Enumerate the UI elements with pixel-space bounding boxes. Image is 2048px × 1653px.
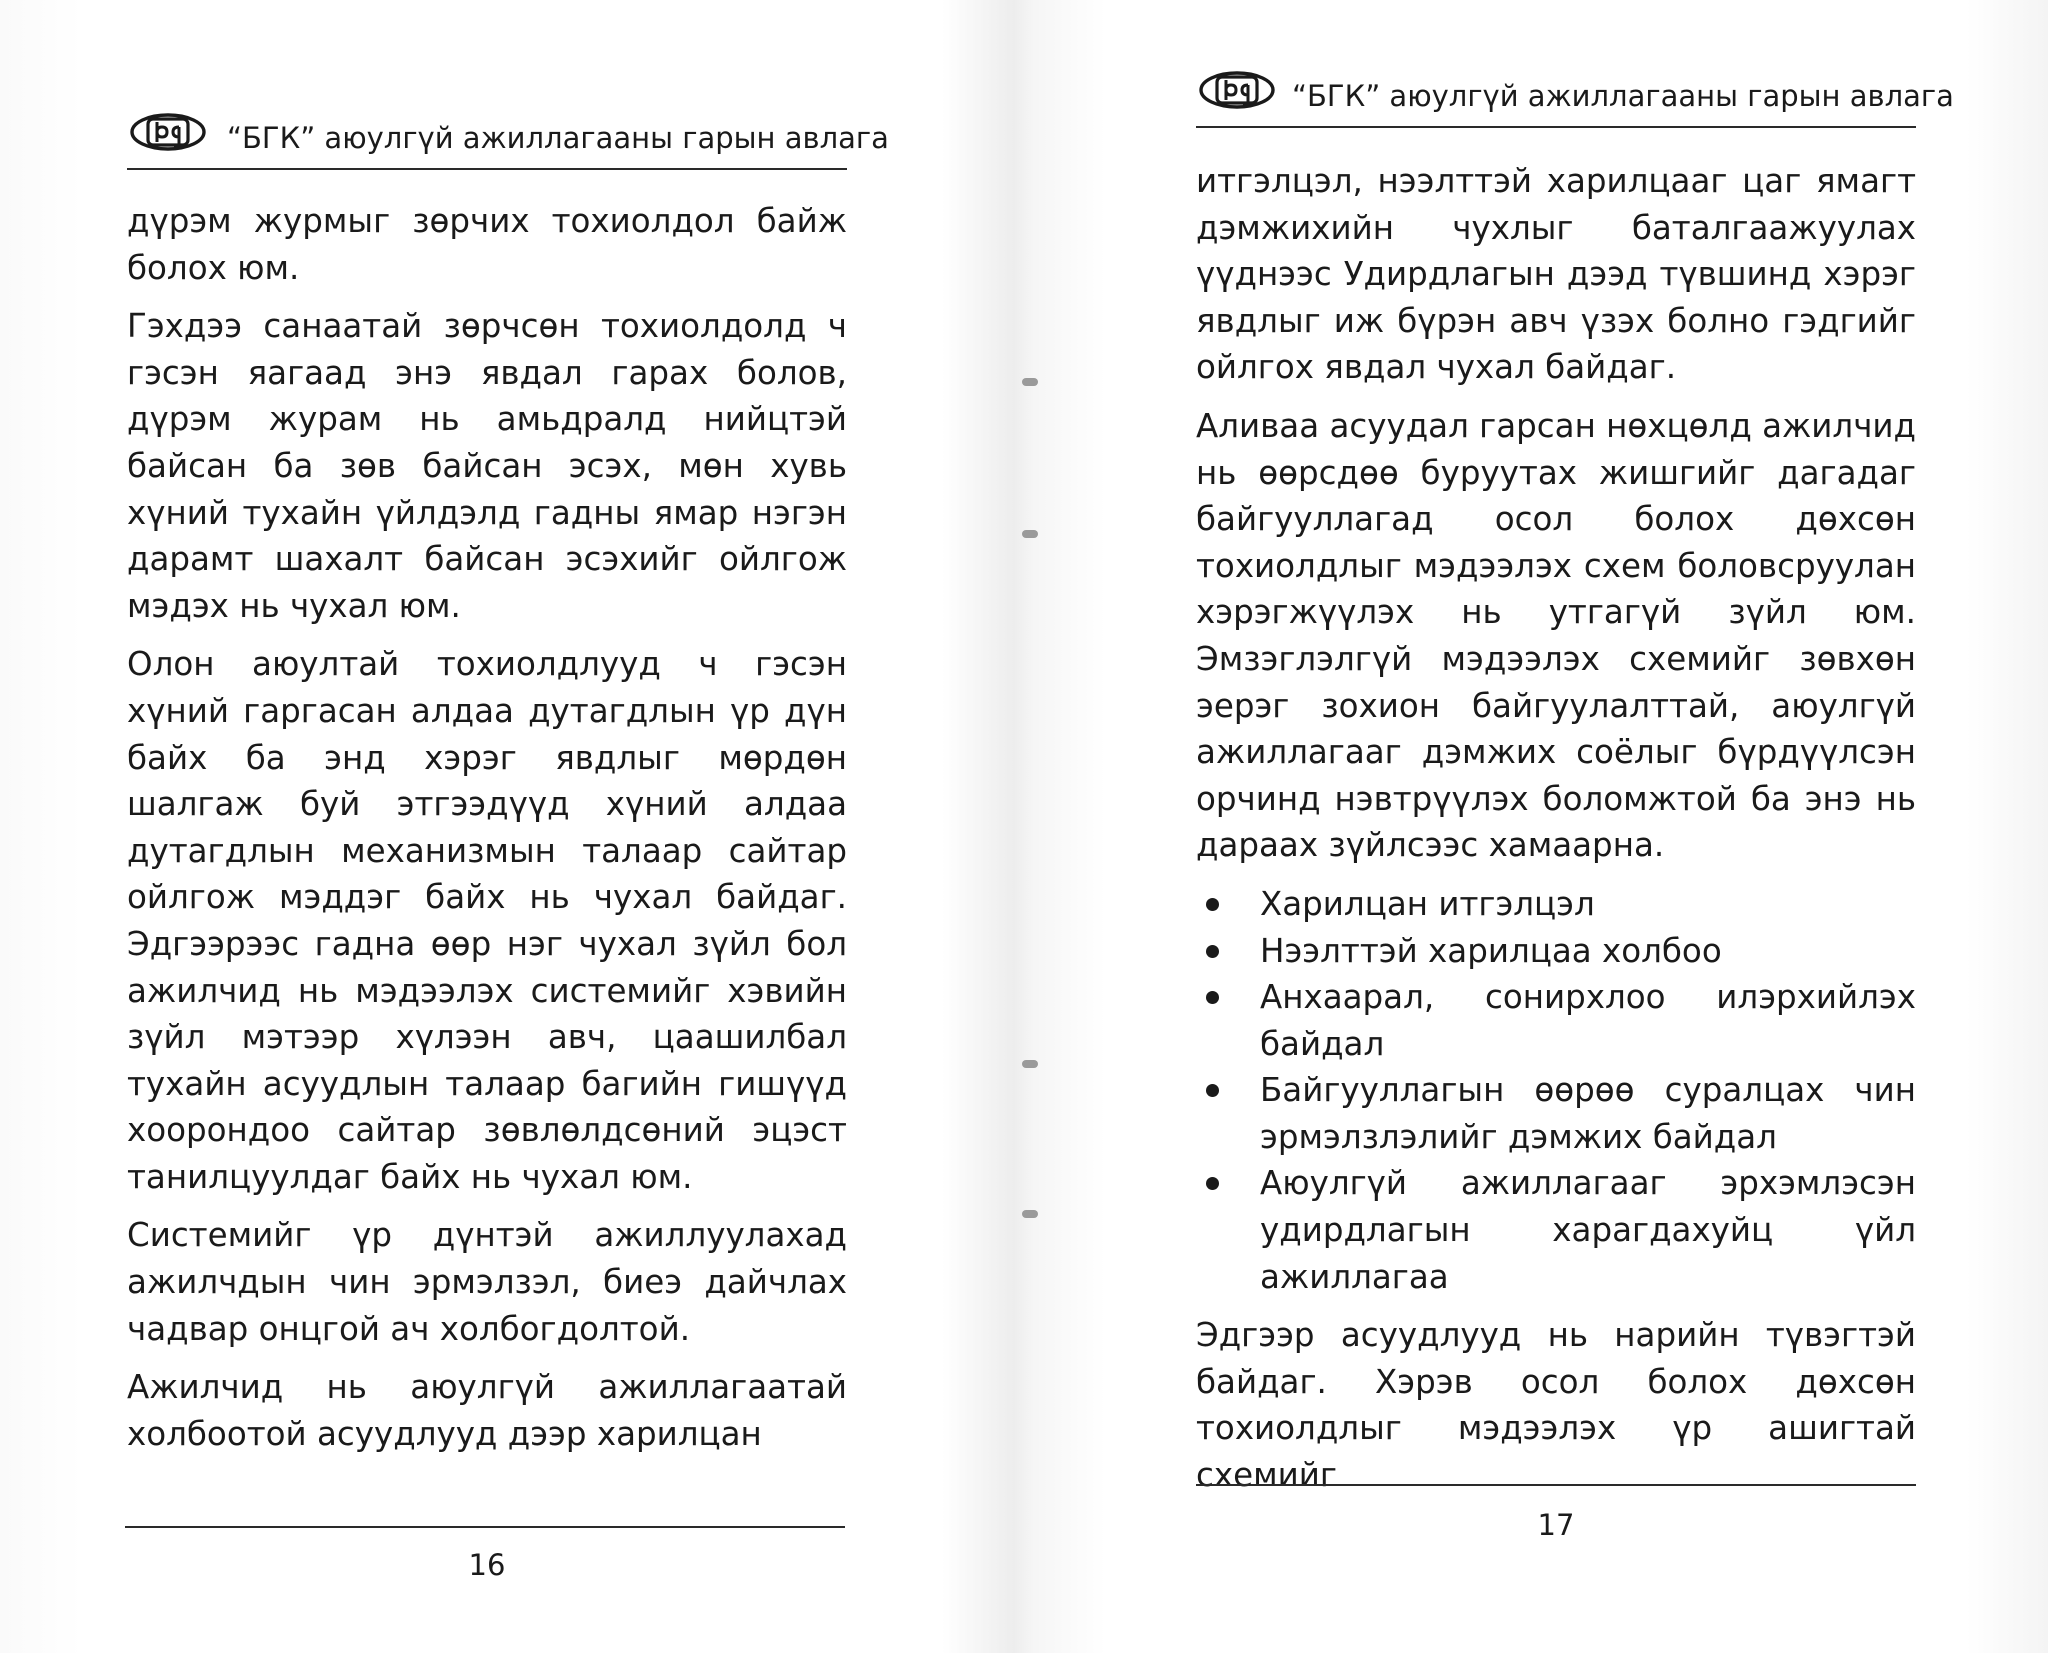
list-item (1196, 881, 1916, 928)
bullet-icon (1206, 991, 1219, 1004)
left-page (127, 0, 889, 1653)
list-item (1196, 1160, 1916, 1300)
binding-mark (1022, 1210, 1038, 1218)
paragraph: Аливаа асуудал гарсан нөхцөлд ажилчид нь өөрсдөө буруутах жишгийг дагадаг байгууллагад осол болох дөхсөн тохиолдлыг мэдээлэх схем боловсруулан хэрэгжүүлэх нь утгагүй зүйл юм. Эмзэглэлгүй мэдээлэх схемийг зөвхөн эерэг зохион байгуулалттай, аюулгүй ажиллагааг дэмжих соёлыг бүрдүүлсэн орчинд нэвтрүүлэх боломжтой ба энэ нь дараах зүйлсээс хамаарна. (1196, 406, 1916, 865)
page-header (1196, 56, 1954, 128)
list-item-text: Анхаарал, сонирхлоо илэрхийлэх байдал (1260, 978, 1916, 1063)
paragraph: дүрэм журмыг зөрчих тохиолдол байж болох юм. (127, 202, 847, 287)
header-title: “БГК” аюулгүй ажиллагааны гарын авлага (1292, 79, 1954, 113)
bullet-icon (1206, 898, 1219, 911)
binding-mark (1022, 378, 1038, 386)
bullet-icon (1206, 1177, 1219, 1190)
paragraph: Эдгээр асуудлууд нь нарийн түвэгтэй байдаг. Хэрэв осол болох дөхсөн тохиолдлыг мэдээлэх үр ашигтай схемийг (1196, 1316, 1916, 1495)
list-item (1196, 928, 1916, 975)
paragraph: Олон аюултай тохиолдлууд ч гэсэн хүний гаргасан алдаа дутагдлын үр дүн байх ба энд хэрэг явдлыг мөрдөн шалгаж буй этгээдүүд хүний алдаа дутагдлын механизмын талаар сайтар ойлгож мэддэг байх нь чухал байдаг. Эдгээрээс гадна өөр нэг чухал зүйл бол ажилчид нь мэдээлэх системийг хэвийн зүйл мэтээр хүлээн авч, цаашилбал тухайн асуудлын талаар багийн гишүүд хоорондоо сайтар зөвлөлдсөний эцэст танилцуулдаг байх нь чухал юм. (127, 645, 847, 1196)
page-header (127, 98, 889, 170)
list-item-text: Харилцан итгэлцэл (1260, 884, 1595, 923)
paragraph: Гэхдээ санаатай зөрчсөн тохиолдолд ч гэсэн яагаад энэ явдал гарах болов, дүрэм журам нь амьдралд нийцтэй байсан ба зөв байсан эсэх, мөн хувь хүний тухайн үйлдэлд гадны ямар нэгэн дарамт шахалт байсан эсэхийг ойлгож мэдэх нь чухал юм. (127, 307, 847, 625)
page-number: 17 (1537, 1508, 1575, 1542)
bgk-logo-icon (129, 110, 207, 154)
bullet-icon (1206, 1084, 1219, 1097)
paragraph: итгэлцэл, нээлттэй харилцааг цаг ямагт дэмжихийн чухлыг баталгаажуулах үүднээс Удирдлагын дээд түвшинд хэрэг явдлыг иж бүрэн авч үзэх болно гэдгийг ойлгох явдал чухал байдаг. (1196, 162, 1916, 387)
list-item (1196, 1067, 1916, 1160)
bgk-logo-icon (1198, 68, 1276, 112)
list-item-text: Аюулгүй ажиллагааг эрхэмлэсэн удирдлагын харагдахуйц үйл ажиллагаа (1260, 1164, 1916, 1296)
list-item (1196, 974, 1916, 1067)
bullet-list (1196, 881, 1916, 1300)
paragraph: Системийг үр дүнтэй ажиллуулахад ажилчдын чин эрмэлзэл, биеэ дайчлах чадвар онцгой ач холбогдолтой. (127, 1216, 847, 1348)
bullet-icon (1206, 945, 1219, 958)
paragraph: Ажилчид нь аюулгүй ажиллагаатай холбоотой асуудлууд дээр харилцан (127, 1368, 847, 1453)
header-title: “БГК” аюулгүй ажиллагааны гарын авлага (227, 121, 889, 155)
binding-mark (1022, 1060, 1038, 1068)
right-page-body (1196, 158, 1916, 1511)
right-page (1196, 0, 1954, 1653)
left-page-body (127, 198, 847, 1469)
list-item-text: Байгууллагын өөрөө суралцах чин эрмэлзлэлийг дэмжих байдал (1260, 1071, 1916, 1156)
binding-mark (1022, 530, 1038, 538)
list-item-text: Нээлттэй харилцаа холбоо (1260, 931, 1722, 970)
page-number: 16 (468, 1548, 506, 1582)
footer-rule (125, 1526, 845, 1528)
footer-rule (1196, 1484, 1916, 1486)
